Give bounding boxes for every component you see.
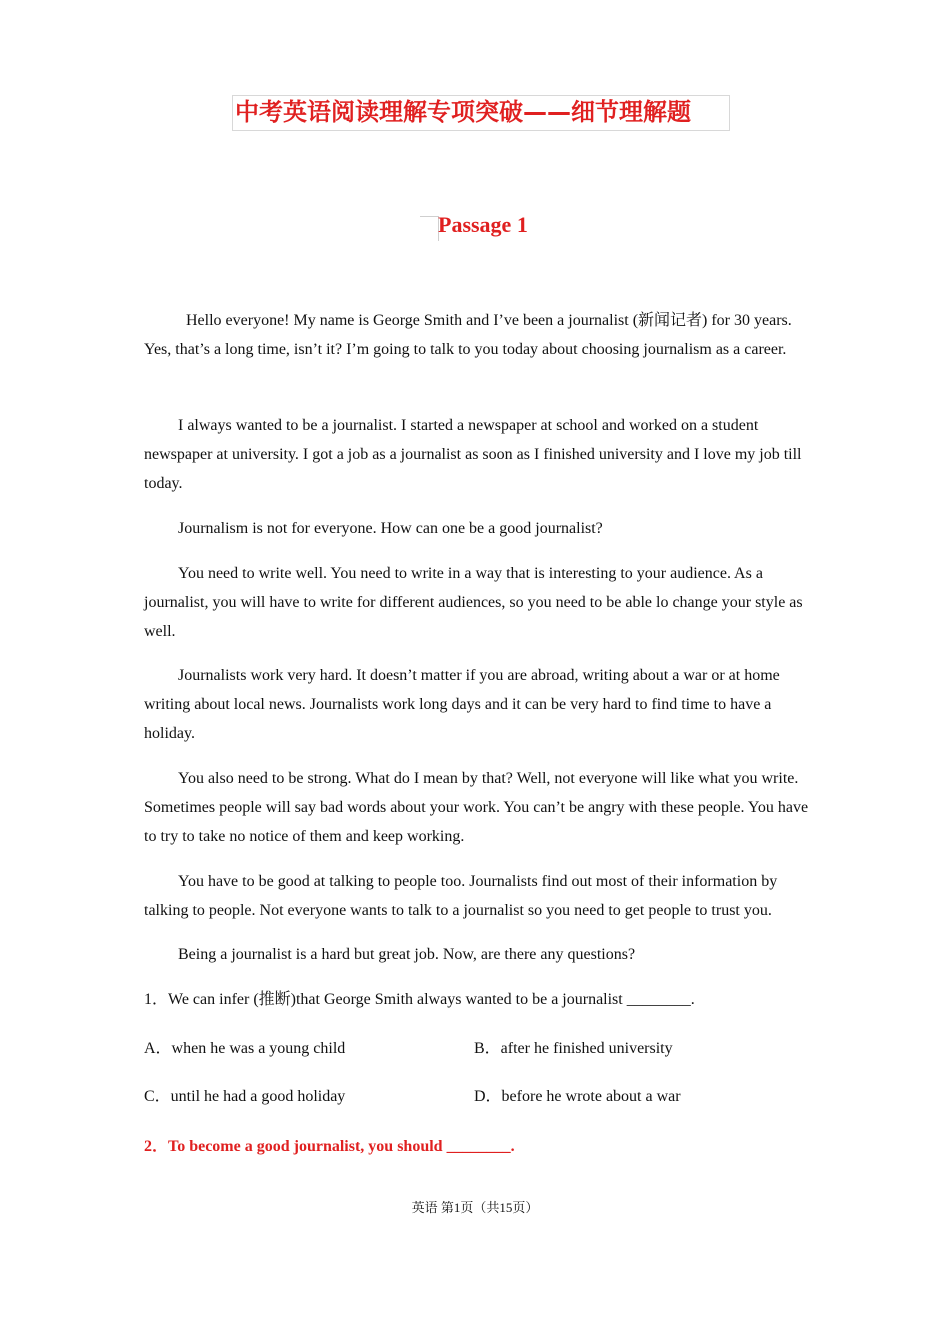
paragraph-8: Being a journalist is a hard but great job. Now, are there any questions? [178,946,636,963]
paragraph-5: Journalists work very hard. It doesn’t matter if you are abroad, writing about a war or at home writing about local news. Journalists work long days and it can be very hard to find time to have a holiday. [144,667,780,742]
paragraph-7: You have to be good at talking to people too. Journalists find out most of their information by talking to people. Not everyone wants to talk to a journalist so you need to get people to trust you. [144,873,778,919]
question-1-option-c: C．until he had a good holiday [144,1088,346,1105]
paragraph-1: Hello everyone! My name is George Smith and I’ve been a journalist (新闻记者) for 30 years. Yes, that’s a long time, isn’t it? I’m going to talk to you today about choosing journalism as a career. [144,312,792,358]
question-1-stem: 1．We can infer (推断)that George Smith always wanted to be a journalist ________. [144,991,695,1008]
heading-corner-mark [420,216,439,241]
paragraph-2: I always wanted to be a journalist. I started a newspaper at school and worked on a student newspaper at university. I got a job as a journalist as soon as I finished university and I love my job till today. [144,417,802,492]
paragraph-4: You need to write well. You need to write in a way that is interesting to your audience. As a journalist, you will have to write for different audiences, so you need to be able lo change your style as well. [144,565,803,640]
question-2-stem: 2．To become a good journalist, you should ________. [144,1138,515,1155]
passage-heading-text: Passage 1 [438,212,528,237]
passage-heading [420,210,570,240]
document-title: 中考英语阅读理解专项突破——细节理解题 [232,95,730,131]
question-1-option-b: B．after he finished university [474,1040,673,1057]
question-1-option-d: D．before he wrote about a war [474,1088,681,1105]
paragraph-6: You also need to be strong. What do I mean by that? Well, not everyone will like what you write. Sometimes people will say bad words about your work. You can’t be angry with these people. You have to try to take no notice of them and keep working. [144,770,809,845]
paragraph-3: Journalism is not for everyone. How can one be a good journalist? [178,520,603,537]
question-1-option-a: A．when he was a young child [144,1040,346,1057]
page-footer: 英语 第1页（共15页） [411,1200,539,1215]
